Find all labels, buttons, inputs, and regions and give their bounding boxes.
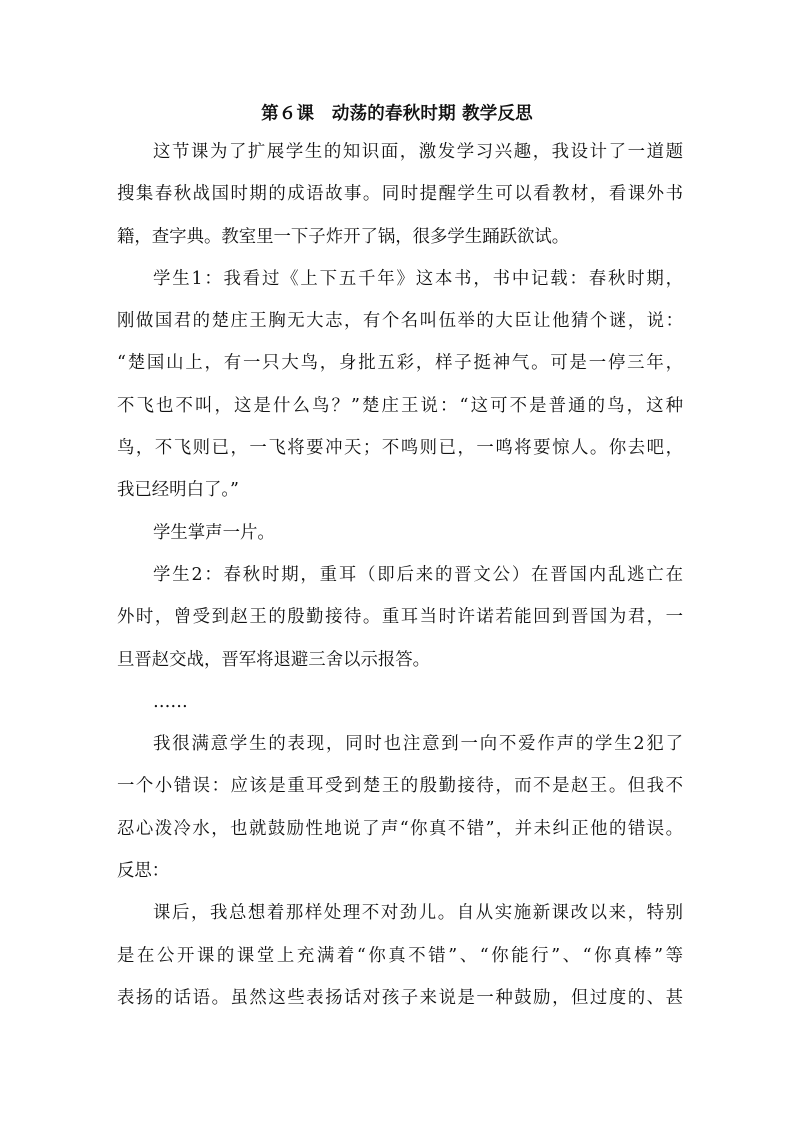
paragraph-line: 我已经明白了。” [117,480,239,501]
paragraph-line: 学生2：春秋时期，重耳（即后来的晋文公）在晋国内乱逃亡在 [153,564,683,585]
paragraph-line: 刚做国君的楚庄王胸无大志，有个名叫伍举的大臣让他猜个谜，说： [117,311,683,332]
document-body [117,131,683,1019]
paragraph [117,258,683,512]
page-title: 第６课 动荡的春秋时期 教学反思 [261,104,533,124]
paragraph-line: 这节课为了扩展学生的知识面，激发学习兴趣，我设计了一道题 [153,142,683,162]
paragraph-line: 课后，我总想着那样处理不对劲儿。自从实施新课改以来，特别 [153,903,683,924]
paragraph-line: 是在公开课的课堂上充满着“你真不错”、“你能行”、“你真棒”等 [117,945,683,966]
paragraph [117,131,683,258]
paragraph-line: 一个小错误：应该是重耳受到楚王的殷勤接待，而不是赵王。但我不 [117,776,683,797]
paragraph-line: 鸟，不飞则已，一飞将要冲天；不鸣则已，一鸣将要惊人。你去吧， [117,438,683,459]
paragraph [117,892,683,1019]
paragraph-line: 籍，查字典。教室里一下子炸开了锅，很多学生踊跃欲试。 [117,226,570,247]
paragraph [117,512,683,554]
paragraph-line: 反思： [117,861,170,882]
paragraph-line: 外时，曾受到赵王的殷勤接待。重耳当时许诺若能回到晋国为君，一 [117,607,683,628]
paragraph [117,723,683,892]
paragraph-line: …… [153,691,188,712]
paragraph-line: 学生掌声一片。 [153,522,275,543]
paragraph-line: 我很满意学生的表现，同时也注意到一向不爱作声的学生2犯了 [153,734,683,755]
paragraph-line: 学生1：我看过《上下五千年》这本书，书中记载：春秋时期， [153,268,683,289]
paragraph-line: 不飞也不叫，这是什么鸟？”楚庄王说：“这可不是普通的鸟，这种 [117,395,683,416]
paragraph-line: 搜集春秋战国时期的成语故事。同时提醒学生可以看教材，看课外书 [117,184,683,205]
paragraph [117,554,683,681]
paragraph-line: 表扬的话语。虽然这些表扬话对孩子来说是一种鼓励，但过度的、甚 [117,987,683,1008]
paragraph-line: 忍心泼冷水，也就鼓励性地说了声“你真不错”，并未纠正他的错误。 [117,818,683,839]
paragraph-line: 旦晋赵交战，晋军将退避三舍以示报答。 [117,649,431,670]
paragraph [117,681,683,723]
paragraph-line: “楚国山上，有一只大鸟，身批五彩，样子挺神气。可是一停三年， [117,353,683,374]
